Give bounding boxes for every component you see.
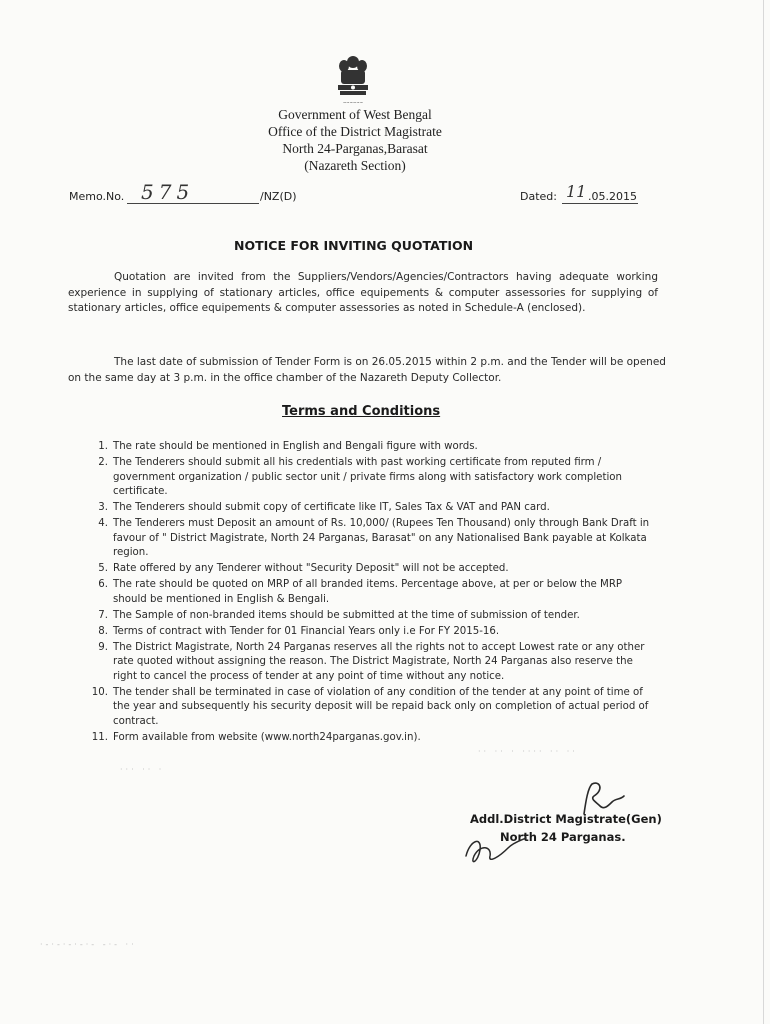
signatory-line-1: Addl.District Magistrate(Gen) — [470, 812, 662, 826]
term-number: 11. — [91, 731, 108, 743]
term-number: 5. — [98, 563, 108, 574]
notice-title: NOTICE FOR INVITING QUOTATION — [234, 238, 474, 253]
term-text: The Tenderers must Deposit an amount of Rs. 10,000/ (Rupees Ten Thousand) only through Bank Draft in favour of " District Magistrate, North 24 Parganas, Barasat" on any Nationalised Bank payable at Kolkata region. — [113, 518, 650, 558]
office-line: North 24-Parganas,Barasat — [282, 141, 428, 156]
term-text: The Sample of non-branded items should be submitted at the time of submission of tender. — [113, 609, 580, 621]
term-item — [0, 625, 770, 640]
office-header — [220, 106, 490, 174]
term-item — [0, 562, 770, 577]
term-item — [0, 641, 770, 685]
term-text: The tender shall be terminated in case of violation of any condition of the tender at any point of time of the year and subsequently his security deposit will be repaid back only on completion of actual period of contract. — [113, 686, 649, 727]
memo-number — [69, 180, 309, 208]
term-number: 9. — [98, 641, 108, 653]
term-text: The rate should be mentioned in English and Bengali figure with words. — [113, 441, 478, 452]
term-text: The Tenderers should submit copy of certificate like IT, Sales Tax & VAT and PAN card. — [113, 502, 550, 513]
term-number: 10. — [91, 686, 108, 698]
term-number: 7. — [98, 609, 108, 621]
term-text: The Tenderers should submit all his credentials with past working certificate from reputed firm / government organization / public sector unit / private firms along with satisfactory work completion certificate. — [113, 457, 622, 497]
terms-list — [0, 440, 770, 747]
term-number: 1. — [98, 441, 108, 452]
term-number: 4. — [98, 518, 108, 529]
memo-underline — [127, 203, 259, 204]
term-text: The rate should be quoted on MRP of all branded items. Percentage above, at per or below the MRP should be mentioned in English & Bengali. — [113, 579, 623, 605]
memo-handwritten-number: 575 — [141, 180, 195, 204]
paragraph-invitation: Quotation are invited from the Suppliers/Vendors/Agencies/Contractors having adequate working experience in supplying of stationary articles, office equipements & computer assessories for supplying of stationary articles, office equipements & computer assessories as noted in Schedule-A (enclosed). — [68, 271, 658, 314]
date-handwritten-day: 11 — [566, 182, 587, 201]
term-item — [0, 578, 770, 607]
date-month-year: .05.2015 — [588, 190, 637, 203]
terms-heading: Terms and Conditions — [282, 404, 441, 419]
term-text: The District Magistrate, North 24 Parganas reserves all the rights not to accept Lowest rate or any other rate quoted without assigning the reason. The District Magistrate, North 24 Parganas also reserve the right to cancel the process of tender at any point of time without any notice. — [113, 641, 645, 682]
term-text: Terms of contract with Tender for 01 Financial Years only i.e For FY 2015-16. — [113, 625, 500, 637]
term-item — [0, 686, 770, 730]
term-text: Form available from website (www.north24parganas.gov.in). — [113, 731, 421, 743]
office-line: Government of West Bengal — [278, 107, 432, 122]
term-item — [0, 517, 770, 561]
term-item — [0, 456, 770, 500]
term-item — [0, 609, 770, 624]
term-number: 6. — [98, 579, 108, 590]
scan-noise: ·-·-·-·-·- -·- ·· — [40, 940, 137, 949]
term-number: 3. — [98, 502, 108, 513]
term-text: Rate offered by any Tenderer without "Security Deposit" will not be accepted. — [113, 563, 509, 574]
date-label: Dated: — [520, 190, 557, 203]
signature-scrawl-icon — [460, 826, 530, 870]
paragraph-last-date: The last date of submission of Tender Form is on 26.05.2015 within 2 p.m. and the Tender will be opened on the same day at 3 p.m. in the office chamber of the Nazareth Deputy Collector. — [68, 356, 666, 384]
term-item — [0, 731, 770, 746]
date-underline — [562, 203, 638, 204]
emblem-caption-mark: ~~~~~~ — [342, 100, 364, 105]
scan-noise: ··· ·· · — [120, 765, 165, 774]
scan-noise: ·· ·· · ···· ·· ·· — [478, 747, 578, 756]
term-item — [0, 440, 770, 455]
signatory-line-2: North 24 Parganas. — [500, 830, 626, 844]
date-field — [520, 182, 640, 208]
term-number: 2. — [98, 457, 108, 468]
term-item — [0, 501, 770, 516]
term-number: 8. — [98, 625, 108, 637]
memo-suffix: /NZ(D) — [260, 190, 297, 203]
office-line: Office of the District Magistrate — [268, 124, 442, 139]
memo-label: Memo.No. — [69, 190, 125, 203]
office-line: (Nazareth Section) — [304, 158, 406, 173]
